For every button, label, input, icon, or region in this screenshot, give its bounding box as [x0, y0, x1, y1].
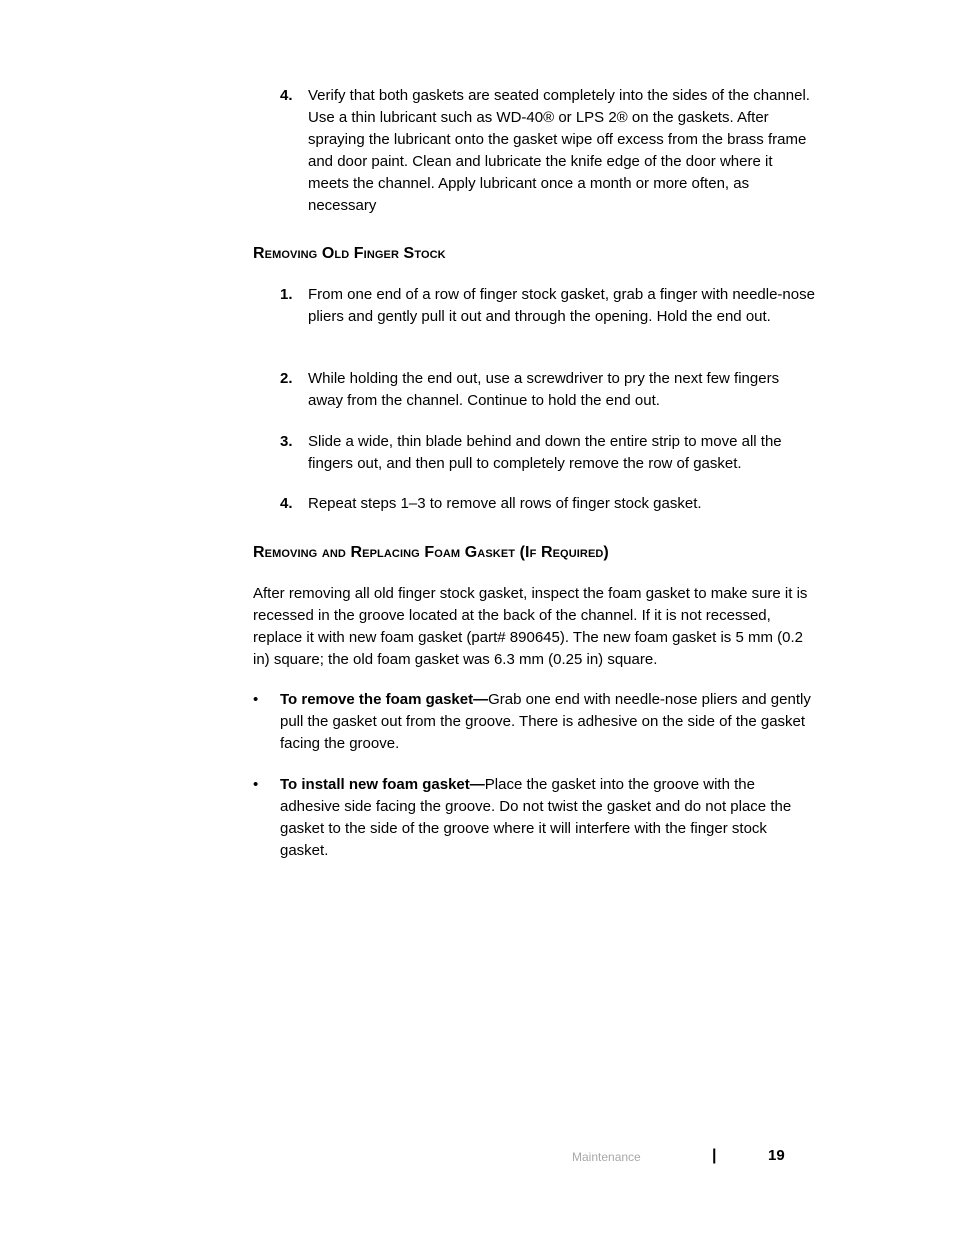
- top-step: [280, 85, 816, 217]
- bullet-lead: To install new foam gasket—: [280, 776, 485, 793]
- bullet-item: [253, 774, 819, 862]
- bullet-lead: To remove the foam gasket—: [280, 691, 489, 708]
- bullet-body: Place the gasket into the groove with the adhesive side facing the groove. Do not twist the gasket and do not place the gasket to the side of the groove where it will interfere with the finger stock gasket.: [280, 776, 792, 859]
- step-text: While holding the end out, use a screwdriver to pry the next few fingers away from the channel. Continue to hold the end out.: [308, 370, 780, 409]
- bullet-marker: •: [253, 776, 259, 793]
- footer-separator: |: [712, 1147, 717, 1164]
- step-text: Repeat steps 1–3 to remove all rows of finger stock gasket.: [308, 495, 702, 512]
- section-heading-finger-stock: Removing Old Finger Stock: [253, 245, 446, 262]
- step-text: Slide a wide, thin blade behind and down the entire strip to move all the fingers out, and then pull to completely remove the row of gasket.: [308, 433, 782, 472]
- step-number: 4.: [280, 87, 293, 104]
- step-text: From one end of a row of finger stock gasket, grab a finger with needle-nose pliers and gently pull it out and through the opening. Hold the end out.: [308, 286, 815, 325]
- step-number: 1.: [280, 286, 293, 303]
- finger-stock-step: [280, 284, 816, 328]
- bullet-body: Grab one end with needle-nose pliers and gently pull the gasket out from the groove. There is adhesive on the side of the gasket facing the groove.: [280, 691, 811, 752]
- section-heading-foam-gasket: Removing and Replacing Foam Gasket (If Required): [253, 544, 609, 561]
- finger-stock-step: [280, 431, 816, 475]
- step-number: 3.: [280, 433, 293, 450]
- finger-stock-step: [280, 368, 816, 412]
- step-number: 4.: [280, 495, 293, 512]
- step-text: Verify that both gaskets are seated completely into the sides of the channel. Use a thin lubricant such as WD-40® or LPS 2® on the gaskets. After spraying the lubricant onto the gasket wipe off excess from the brass frame and door paint. Clean and lubricate the knife edge of the door where it meets the channel. Apply lubricant once a month or more often, as necessary: [308, 87, 810, 214]
- bullet-item: [253, 689, 819, 755]
- bullet-marker: •: [253, 691, 259, 708]
- step-number: 2.: [280, 370, 293, 387]
- bullet-text: [280, 774, 819, 862]
- bullet-text: [280, 689, 819, 755]
- finger-stock-step: [280, 493, 816, 515]
- foam-gasket-paragraph: After removing all old finger stock gasket, inspect the foam gasket to make sure it is recessed in the groove located at the back of the channel. If it is not recessed, replace it with new foam gasket (part# 890645). The new foam gasket is 5 mm (0.2 in) square; the old foam gasket was 6.3 mm (0.25 in) square.: [253, 585, 808, 668]
- page-number: 19: [768, 1147, 785, 1164]
- footer-section-label: Maintenance: [572, 1150, 641, 1164]
